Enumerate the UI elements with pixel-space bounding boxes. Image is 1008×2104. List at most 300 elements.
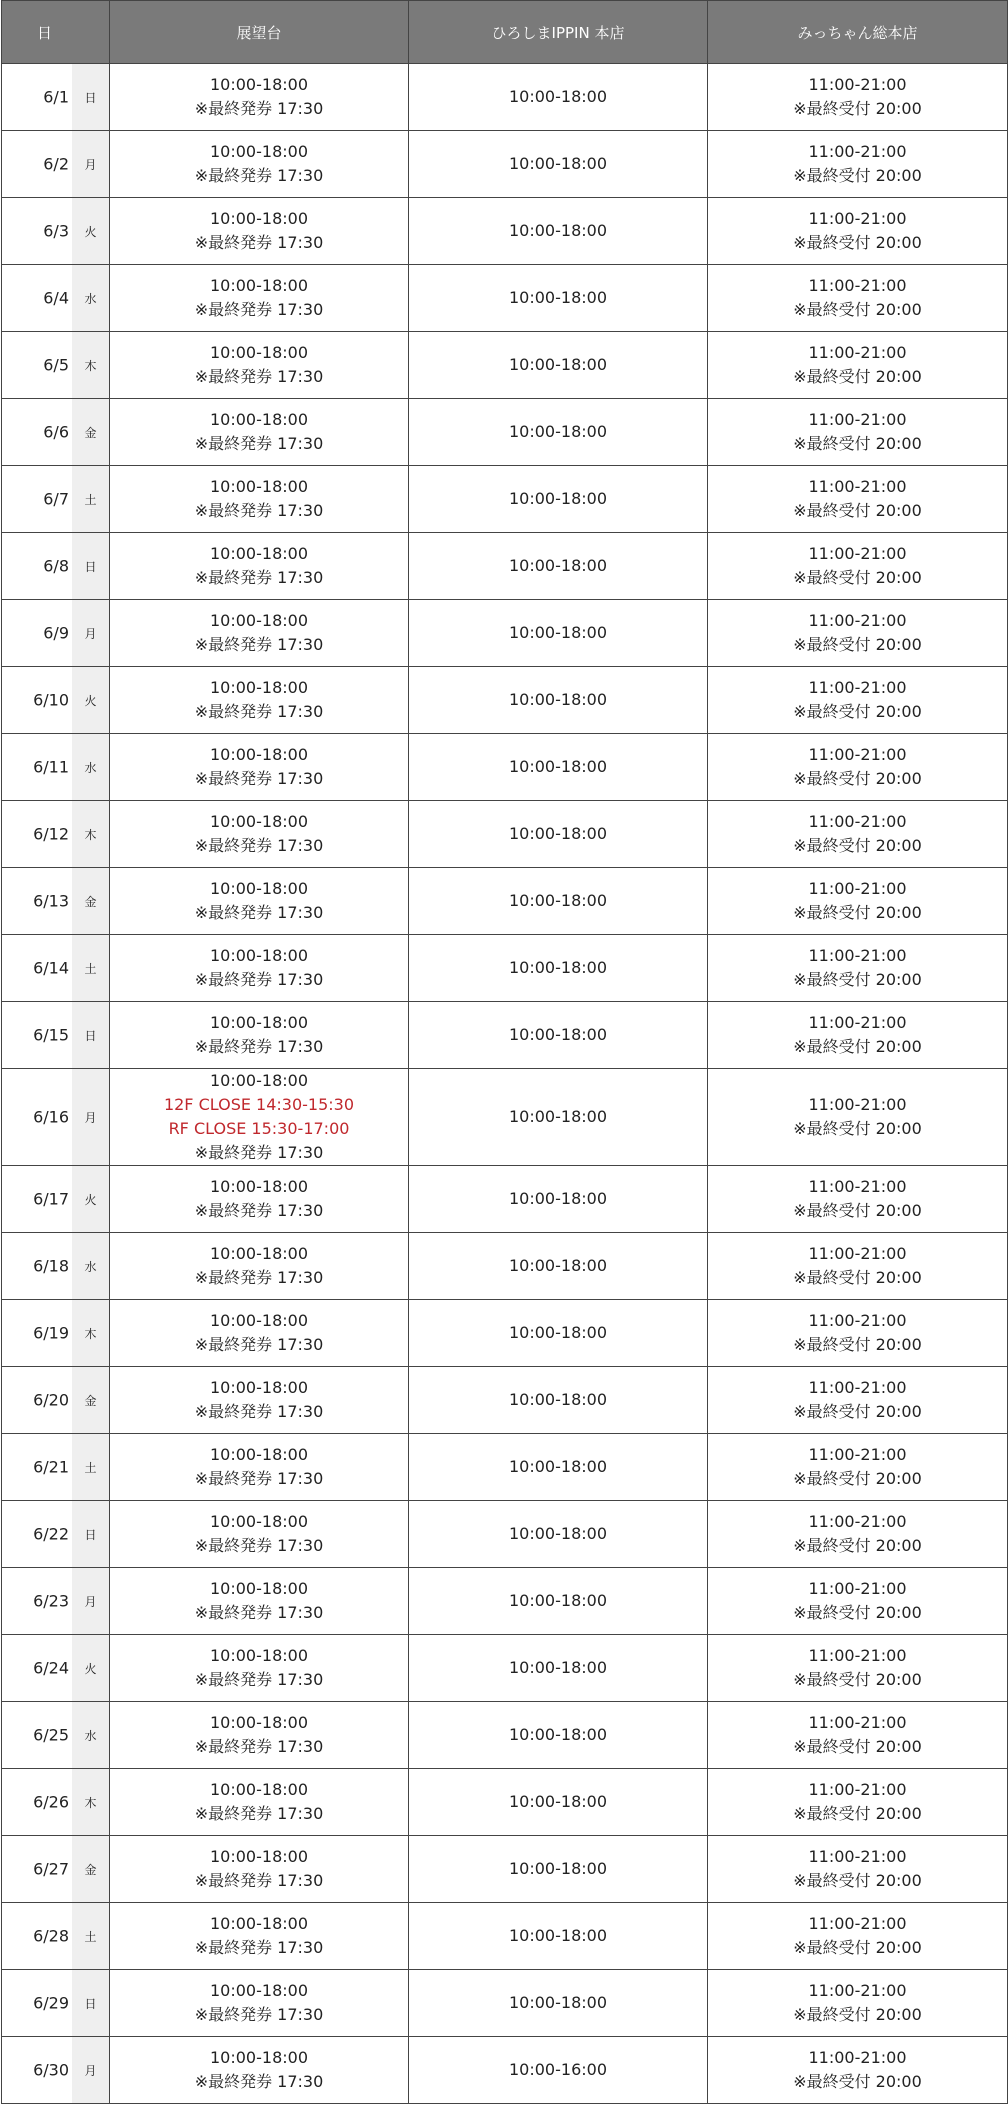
- ippin-line: 10:00-18:00: [509, 1524, 607, 1543]
- ippin-line: 10:00-18:00: [509, 1457, 607, 1476]
- ippin-line: 10:00-18:00: [509, 1025, 607, 1044]
- observatory-hours: [110, 1300, 409, 1367]
- observatory-line: ※最終発券 17:30: [194, 1536, 324, 1555]
- observatory-line: 10:00-18:00: [210, 1378, 308, 1397]
- observatory-hours: [110, 1166, 409, 1233]
- ippin-line: 10:00-18:00: [509, 489, 607, 508]
- date-cell: [2, 1069, 110, 1166]
- ippin-line: 10:00-18:00: [509, 1658, 607, 1677]
- date-cell: [2, 198, 110, 265]
- observatory-line: 10:00-18:00: [210, 1780, 308, 1799]
- table-row: [2, 1434, 1008, 1501]
- observatory-line: 10:00-18:00: [210, 477, 308, 496]
- observatory-hours: [110, 1069, 409, 1166]
- date-cell: [2, 1300, 110, 1367]
- table-row: [2, 1300, 1008, 1367]
- weekday-label: 日: [72, 1970, 109, 2036]
- observatory-line: ※最終発券 17:30: [194, 1670, 324, 1689]
- micchan-hours: [708, 1300, 1008, 1367]
- table-row: [2, 1702, 1008, 1769]
- ippin-hours: [409, 1635, 708, 1702]
- table-row: [2, 1568, 1008, 1635]
- weekday-label: 月: [72, 1069, 109, 1165]
- date-cell: [2, 1903, 110, 1970]
- observatory-hours: [110, 667, 409, 734]
- date-cell: [2, 801, 110, 868]
- micchan-hours: [708, 466, 1008, 533]
- micchan-line: 11:00-21:00: [808, 812, 907, 831]
- date-cell: [2, 265, 110, 332]
- table-row: [2, 1166, 1008, 1233]
- date-cell: [2, 64, 110, 131]
- weekday-label: 木: [72, 332, 109, 398]
- observatory-line: 10:00-18:00: [210, 1177, 308, 1196]
- micchan-line: 11:00-21:00: [808, 410, 907, 429]
- weekday-label: 木: [72, 1300, 109, 1366]
- micchan-hours: [708, 801, 1008, 868]
- observatory-line: RF CLOSE 15:30-17:00: [168, 1119, 350, 1138]
- micchan-line: 11:00-21:00: [808, 879, 907, 898]
- micchan-line: ※最終受付 20:00: [793, 568, 922, 587]
- observatory-line: ※最終発券 17:30: [194, 2005, 324, 2024]
- weekday-label: 金: [72, 1367, 109, 1433]
- weekday-label: 月: [72, 1568, 109, 1634]
- weekday-label: 土: [72, 1903, 109, 1969]
- ippin-line: 10:00-18:00: [509, 1993, 607, 2012]
- ippin-line: 10:00-18:00: [509, 1390, 607, 1409]
- micchan-line: ※最終受付 20:00: [793, 1603, 922, 1622]
- observatory-line: ※最終発券 17:30: [194, 1143, 324, 1162]
- ippin-line: 10:00-18:00: [509, 1859, 607, 1878]
- micchan-line: ※最終受付 20:00: [793, 1402, 922, 1421]
- observatory-line: 10:00-18:00: [210, 142, 308, 161]
- micchan-line: ※最終受付 20:00: [793, 903, 922, 922]
- micchan-line: 11:00-21:00: [808, 1981, 907, 2000]
- observatory-line: ※最終発券 17:30: [194, 501, 324, 520]
- date-number: 6/28: [33, 1926, 69, 1946]
- date-cell: [2, 1568, 110, 1635]
- micchan-line: ※最終受付 20:00: [793, 2005, 922, 2024]
- table-row: [2, 399, 1008, 466]
- micchan-line: ※最終受付 20:00: [793, 836, 922, 855]
- micchan-line: 11:00-21:00: [808, 1445, 907, 1464]
- observatory-line: 10:00-18:00: [210, 410, 308, 429]
- micchan-hours: [708, 533, 1008, 600]
- observatory-line: 10:00-18:00: [210, 879, 308, 898]
- micchan-hours: [708, 1069, 1008, 1166]
- observatory-line: 10:00-18:00: [210, 1847, 308, 1866]
- observatory-line: 10:00-18:00: [210, 1914, 308, 1933]
- observatory-line: ※最終発券 17:30: [194, 1804, 324, 1823]
- micchan-line: 11:00-21:00: [808, 1646, 907, 1665]
- observatory-hours: [110, 1434, 409, 1501]
- header-micchan: みっちゃん総本店: [708, 1, 1008, 64]
- micchan-line: 11:00-21:00: [808, 2048, 907, 2067]
- date-cell: [2, 1166, 110, 1233]
- date-number: 6/23: [33, 1591, 69, 1611]
- table-row: [2, 667, 1008, 734]
- observatory-hours: [110, 399, 409, 466]
- table-row: [2, 1233, 1008, 1300]
- weekday-label: 水: [72, 265, 109, 331]
- date-cell: [2, 533, 110, 600]
- observatory-hours: [110, 332, 409, 399]
- weekday-label: 土: [72, 466, 109, 532]
- observatory-line: ※最終発券 17:30: [194, 1737, 324, 1756]
- ippin-line: 10:00-18:00: [509, 221, 607, 240]
- ippin-hours: [409, 466, 708, 533]
- ippin-hours: [409, 131, 708, 198]
- micchan-line: 11:00-21:00: [808, 1095, 907, 1114]
- weekday-label: 火: [72, 667, 109, 733]
- observatory-line: ※最終発券 17:30: [194, 233, 324, 252]
- micchan-hours: [708, 667, 1008, 734]
- micchan-hours: [708, 1002, 1008, 1069]
- date-number: 6/13: [33, 891, 69, 911]
- ippin-hours: [409, 1769, 708, 1836]
- ippin-line: 10:00-18:00: [509, 757, 607, 776]
- observatory-hours: [110, 533, 409, 600]
- date-cell: [2, 1434, 110, 1501]
- micchan-line: ※最終受付 20:00: [793, 1335, 922, 1354]
- micchan-line: ※最終受付 20:00: [793, 1469, 922, 1488]
- date-number: 6/21: [33, 1457, 69, 1477]
- observatory-line: 10:00-18:00: [210, 678, 308, 697]
- weekday-label: 水: [72, 1702, 109, 1768]
- ippin-line: 10:00-18:00: [509, 288, 607, 307]
- observatory-hours: [110, 265, 409, 332]
- observatory-line: ※最終発券 17:30: [194, 1402, 324, 1421]
- weekday-label: 木: [72, 801, 109, 867]
- observatory-line: ※最終発券 17:30: [194, 1268, 324, 1287]
- micchan-line: ※最終受付 20:00: [793, 2072, 922, 2091]
- micchan-line: 11:00-21:00: [808, 946, 907, 965]
- micchan-hours: [708, 399, 1008, 466]
- weekday-label: 水: [72, 734, 109, 800]
- ippin-line: 10:00-18:00: [509, 556, 607, 575]
- ippin-line: 10:00-18:00: [509, 1189, 607, 1208]
- observatory-hours: [110, 734, 409, 801]
- micchan-line: 11:00-21:00: [808, 1914, 907, 1933]
- observatory-hours: [110, 1501, 409, 1568]
- date-number: 6/2: [43, 154, 69, 174]
- ippin-line: 10:00-18:00: [509, 355, 607, 374]
- weekday-label: 土: [72, 1434, 109, 1500]
- micchan-line: ※最終受付 20:00: [793, 1268, 922, 1287]
- ippin-hours: [409, 1501, 708, 1568]
- ippin-hours: [409, 1367, 708, 1434]
- ippin-line: 10:00-18:00: [509, 1591, 607, 1610]
- micchan-line: 11:00-21:00: [808, 1579, 907, 1598]
- observatory-hours: [110, 1635, 409, 1702]
- table-row: [2, 131, 1008, 198]
- micchan-hours: [708, 1635, 1008, 1702]
- observatory-hours: [110, 1233, 409, 1300]
- date-cell: [2, 935, 110, 1002]
- observatory-line: 10:00-18:00: [210, 276, 308, 295]
- table-row: [2, 1501, 1008, 1568]
- observatory-line: 10:00-18:00: [210, 1981, 308, 2000]
- micchan-line: ※最終受付 20:00: [793, 769, 922, 788]
- micchan-line: 11:00-21:00: [808, 1244, 907, 1263]
- micchan-line: ※最終受付 20:00: [793, 1037, 922, 1056]
- micchan-hours: [708, 265, 1008, 332]
- date-number: 6/1: [43, 87, 69, 107]
- observatory-line: 10:00-18:00: [210, 1244, 308, 1263]
- ippin-hours: [409, 1568, 708, 1635]
- ippin-hours: [409, 667, 708, 734]
- table-row: [2, 198, 1008, 265]
- observatory-hours: [110, 1970, 409, 2037]
- observatory-line: ※最終発券 17:30: [194, 99, 324, 118]
- table-row: [2, 332, 1008, 399]
- header-date: 日: [2, 1, 110, 64]
- micchan-line: ※最終受付 20:00: [793, 1871, 922, 1890]
- observatory-hours: [110, 131, 409, 198]
- micchan-hours: [708, 64, 1008, 131]
- micchan-line: 11:00-21:00: [808, 1780, 907, 1799]
- micchan-line: ※最終受付 20:00: [793, 635, 922, 654]
- schedule-table: [1, 0, 1008, 2104]
- observatory-line: 10:00-18:00: [210, 1311, 308, 1330]
- table-row: [2, 801, 1008, 868]
- weekday-label: 日: [72, 64, 109, 130]
- ippin-line: 10:00-18:00: [509, 824, 607, 843]
- observatory-line: ※最終発券 17:30: [194, 903, 324, 922]
- observatory-hours: [110, 2037, 409, 2104]
- observatory-hours: [110, 1903, 409, 1970]
- observatory-line: ※最終発券 17:30: [194, 1871, 324, 1890]
- micchan-hours: [708, 1568, 1008, 1635]
- ippin-line: 10:00-18:00: [509, 1256, 607, 1275]
- ippin-hours: [409, 265, 708, 332]
- header-observatory: 展望台: [110, 1, 409, 64]
- observatory-line: ※最終発券 17:30: [194, 2072, 324, 2091]
- micchan-hours: [708, 935, 1008, 1002]
- micchan-line: ※最終受付 20:00: [793, 300, 922, 319]
- observatory-line: 10:00-18:00: [210, 1713, 308, 1732]
- date-number: 6/12: [33, 824, 69, 844]
- date-cell: [2, 1769, 110, 1836]
- micchan-line: 11:00-21:00: [808, 1013, 907, 1032]
- observatory-line: ※最終発券 17:30: [194, 568, 324, 587]
- date-number: 6/17: [33, 1189, 69, 1209]
- micchan-line: 11:00-21:00: [808, 75, 907, 94]
- table-row: [2, 1769, 1008, 1836]
- ippin-line: 10:00-18:00: [509, 958, 607, 977]
- ippin-line: 10:00-18:00: [509, 1107, 607, 1126]
- observatory-hours: [110, 1836, 409, 1903]
- date-number: 6/27: [33, 1859, 69, 1879]
- table-row: [2, 600, 1008, 667]
- observatory-line: 10:00-18:00: [210, 1013, 308, 1032]
- observatory-line: 10:00-18:00: [210, 75, 308, 94]
- observatory-hours: [110, 1002, 409, 1069]
- table-row: [2, 1069, 1008, 1166]
- date-number: 6/29: [33, 1993, 69, 2013]
- micchan-hours: [708, 332, 1008, 399]
- observatory-line: 10:00-18:00: [210, 1646, 308, 1665]
- observatory-line: ※最終発券 17:30: [194, 635, 324, 654]
- date-cell: [2, 466, 110, 533]
- ippin-hours: [409, 868, 708, 935]
- date-number: 6/8: [43, 556, 69, 576]
- observatory-line: ※最終発券 17:30: [194, 1603, 324, 1622]
- micchan-line: 11:00-21:00: [808, 678, 907, 697]
- ippin-line: 10:00-18:00: [509, 87, 607, 106]
- date-cell: [2, 734, 110, 801]
- micchan-line: ※最終受付 20:00: [793, 99, 922, 118]
- micchan-line: ※最終受付 20:00: [793, 434, 922, 453]
- observatory-line: ※最終発券 17:30: [194, 1335, 324, 1354]
- observatory-line: 10:00-18:00: [210, 1071, 308, 1090]
- ippin-hours: [409, 2037, 708, 2104]
- ippin-hours: [409, 1166, 708, 1233]
- observatory-line: ※最終発券 17:30: [194, 1469, 324, 1488]
- ippin-line: 10:00-18:00: [509, 1725, 607, 1744]
- micchan-line: ※最終受付 20:00: [793, 1536, 922, 1555]
- observatory-line: ※最終発券 17:30: [194, 434, 324, 453]
- micchan-line: 11:00-21:00: [808, 611, 907, 630]
- micchan-line: 11:00-21:00: [808, 1713, 907, 1732]
- observatory-hours: [110, 801, 409, 868]
- ippin-line: 10:00-18:00: [509, 1792, 607, 1811]
- micchan-hours: [708, 600, 1008, 667]
- table-row: [2, 1635, 1008, 1702]
- weekday-label: 火: [72, 1166, 109, 1232]
- micchan-line: 11:00-21:00: [808, 1311, 907, 1330]
- ippin-hours: [409, 533, 708, 600]
- micchan-hours: [708, 1836, 1008, 1903]
- ippin-line: 10:00-18:00: [509, 891, 607, 910]
- weekday-label: 水: [72, 1233, 109, 1299]
- ippin-hours: [409, 1300, 708, 1367]
- date-number: 6/19: [33, 1323, 69, 1343]
- ippin-hours: [409, 734, 708, 801]
- micchan-line: 11:00-21:00: [808, 745, 907, 764]
- micchan-line: ※最終受付 20:00: [793, 1119, 922, 1138]
- ippin-hours: [409, 1002, 708, 1069]
- micchan-hours: [708, 1970, 1008, 2037]
- weekday-label: 火: [72, 198, 109, 264]
- table-row: [2, 868, 1008, 935]
- ippin-line: 10:00-18:00: [509, 1926, 607, 1945]
- ippin-hours: [409, 332, 708, 399]
- observatory-line: 10:00-18:00: [210, 745, 308, 764]
- micchan-hours: [708, 1434, 1008, 1501]
- micchan-line: ※最終受付 20:00: [793, 1938, 922, 1957]
- observatory-line: ※最終発券 17:30: [194, 836, 324, 855]
- date-number: 6/11: [33, 757, 69, 777]
- table-row: [2, 935, 1008, 1002]
- observatory-hours: [110, 600, 409, 667]
- ippin-line: 10:00-16:00: [509, 2060, 607, 2079]
- table-row: [2, 64, 1008, 131]
- observatory-line: 10:00-18:00: [210, 1445, 308, 1464]
- date-cell: [2, 332, 110, 399]
- date-cell: [2, 868, 110, 935]
- header-row: [2, 1, 1008, 64]
- table-row: [2, 1002, 1008, 1069]
- observatory-line: ※最終発券 17:30: [194, 769, 324, 788]
- ippin-line: 10:00-18:00: [509, 422, 607, 441]
- date-cell: [2, 1367, 110, 1434]
- date-number: 6/3: [43, 221, 69, 241]
- micchan-hours: [708, 1367, 1008, 1434]
- observatory-line: ※最終発券 17:30: [194, 367, 324, 386]
- weekday-label: 日: [72, 533, 109, 599]
- observatory-line: 10:00-18:00: [210, 946, 308, 965]
- micchan-line: ※最終受付 20:00: [793, 1737, 922, 1756]
- weekday-label: 土: [72, 935, 109, 1001]
- micchan-line: ※最終受付 20:00: [793, 233, 922, 252]
- table-row: [2, 265, 1008, 332]
- date-cell: [2, 1233, 110, 1300]
- ippin-hours: [409, 1233, 708, 1300]
- micchan-hours: [708, 1702, 1008, 1769]
- date-cell: [2, 600, 110, 667]
- table-row: [2, 2037, 1008, 2104]
- date-number: 6/22: [33, 1524, 69, 1544]
- date-number: 6/20: [33, 1390, 69, 1410]
- micchan-line: ※最終受付 20:00: [793, 1670, 922, 1689]
- weekday-label: 木: [72, 1769, 109, 1835]
- observatory-hours: [110, 868, 409, 935]
- micchan-line: 11:00-21:00: [808, 209, 907, 228]
- date-number: 6/6: [43, 422, 69, 442]
- observatory-line: ※最終発券 17:30: [194, 166, 324, 185]
- micchan-hours: [708, 734, 1008, 801]
- weekday-label: 金: [72, 399, 109, 465]
- table-row: [2, 734, 1008, 801]
- observatory-hours: [110, 1769, 409, 1836]
- date-number: 6/4: [43, 288, 69, 308]
- ippin-hours: [409, 1069, 708, 1166]
- weekday-label: 月: [72, 600, 109, 666]
- observatory-line: 10:00-18:00: [210, 544, 308, 563]
- observatory-line: 10:00-18:00: [210, 1579, 308, 1598]
- observatory-hours: [110, 1367, 409, 1434]
- ippin-line: 10:00-18:00: [509, 690, 607, 709]
- micchan-line: 11:00-21:00: [808, 142, 907, 161]
- date-cell: [2, 1702, 110, 1769]
- date-cell: [2, 131, 110, 198]
- micchan-hours: [708, 131, 1008, 198]
- micchan-hours: [708, 1903, 1008, 1970]
- date-number: 6/18: [33, 1256, 69, 1276]
- date-cell: [2, 1501, 110, 1568]
- date-number: 6/10: [33, 690, 69, 710]
- micchan-line: ※最終受付 20:00: [793, 702, 922, 721]
- micchan-line: 11:00-21:00: [808, 1512, 907, 1531]
- weekday-label: 日: [72, 1501, 109, 1567]
- micchan-line: 11:00-21:00: [808, 477, 907, 496]
- date-number: 6/7: [43, 489, 69, 509]
- table-row: [2, 533, 1008, 600]
- micchan-line: ※最終受付 20:00: [793, 501, 922, 520]
- observatory-line: ※最終発券 17:30: [194, 1938, 324, 1957]
- ippin-hours: [409, 64, 708, 131]
- date-cell: [2, 1002, 110, 1069]
- date-cell: [2, 1836, 110, 1903]
- ippin-hours: [409, 801, 708, 868]
- observatory-hours: [110, 935, 409, 1002]
- date-number: 6/9: [43, 623, 69, 643]
- date-cell: [2, 667, 110, 734]
- date-cell: [2, 399, 110, 466]
- date-number: 6/14: [33, 958, 69, 978]
- weekday-label: 火: [72, 1635, 109, 1701]
